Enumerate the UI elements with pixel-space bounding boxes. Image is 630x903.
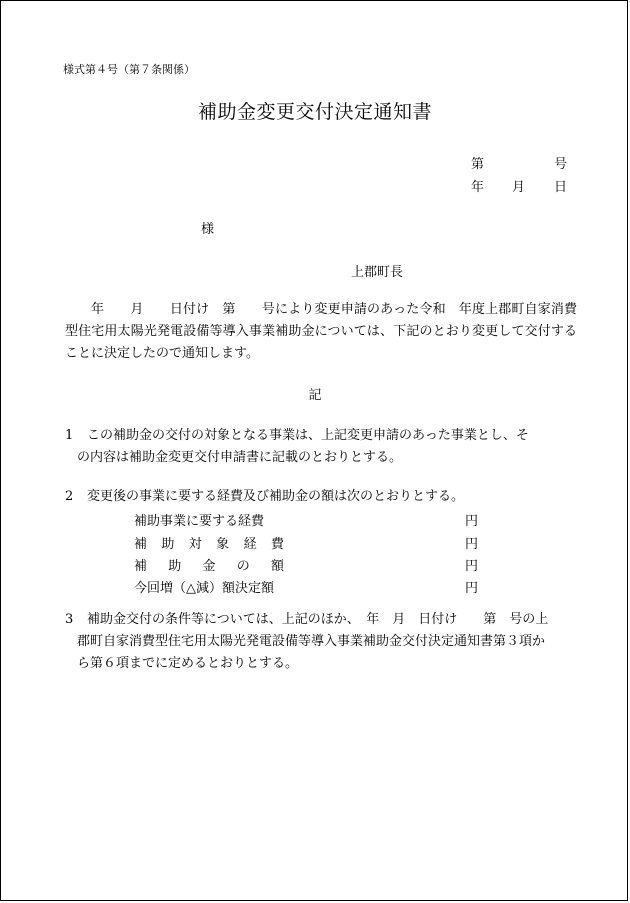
cost-row-unit: 円 [465, 559, 479, 574]
item-number: 2 [65, 489, 74, 504]
addressee-suffix: 様 [201, 222, 215, 237]
cost-row-label-char: 助 [168, 559, 182, 574]
item-text: の内容は補助金変更交付申請書に記載のとおりとする。 [77, 450, 403, 465]
cost-row-label-char: 補 [134, 537, 148, 552]
cost-row-label-char: 金 [202, 559, 216, 574]
doc-number-go: 号 [554, 157, 568, 172]
doc-number-dai: 第 [471, 157, 485, 172]
cost-row-unit: 円 [465, 581, 479, 596]
date-month: 月 [512, 180, 526, 195]
cost-row-label [134, 533, 284, 552]
item-3 [65, 609, 577, 675]
item-number: 3 [65, 612, 74, 627]
cost-row-label-char: 経 [243, 537, 257, 552]
cost-row-label-char: 助 [161, 537, 175, 552]
cost-row-label-char: の [236, 559, 250, 574]
cost-row-label-char: 対 [188, 537, 202, 552]
sender-name: 上郡町長 [351, 265, 404, 280]
item-1 [65, 425, 577, 469]
cost-row-unit: 円 [465, 537, 479, 552]
cost-row-label [134, 555, 284, 574]
item-text: 補助金交付の条件等については、上記のほか、 年 月 日付け 第 号の上 [87, 612, 549, 627]
cost-row-label: 補助事業に要する経費 [134, 514, 265, 529]
cost-row-label: 今回増（△減）額決定額 [134, 581, 274, 596]
date-day: 日 [554, 180, 568, 195]
cost-row-label-char: 象 [216, 537, 230, 552]
form-number: 様式第４号（第７条関係） [63, 63, 195, 76]
body-paragraph: 年 月 日付け 第 号により変更申請のあった令和 年度上郡町自家消費型住宅用太陽光発電設備等導入事業補助金については、下記のとおり変更して交付することに決定したので通知します。 [65, 302, 577, 361]
item-text: 郡町自家消費型住宅用太陽光発電設備等導入事業補助金交付決定通知書第３項か [77, 634, 546, 649]
date-year: 年 [471, 180, 485, 195]
cost-row-label-char: 額 [270, 559, 284, 574]
item-text: この補助金の交付の対象となる事業は、上記変更申請のあった事業とし、そ [87, 428, 529, 443]
item-text: 変更後の事業に要する経費及び補助金の額は次のとおりとする。 [87, 489, 465, 504]
cost-row-unit: 円 [465, 514, 479, 529]
document-title: 補助金変更交付決定通知書 [197, 101, 432, 123]
item-text: ら第６項までに定めるとおりとする。 [77, 656, 299, 671]
item-2 [65, 486, 577, 508]
item-number: 1 [65, 428, 74, 443]
cost-row-label-char: 費 [270, 537, 284, 552]
ki-heading: 記 [308, 388, 322, 403]
cost-row-label-char: 補 [134, 559, 148, 574]
